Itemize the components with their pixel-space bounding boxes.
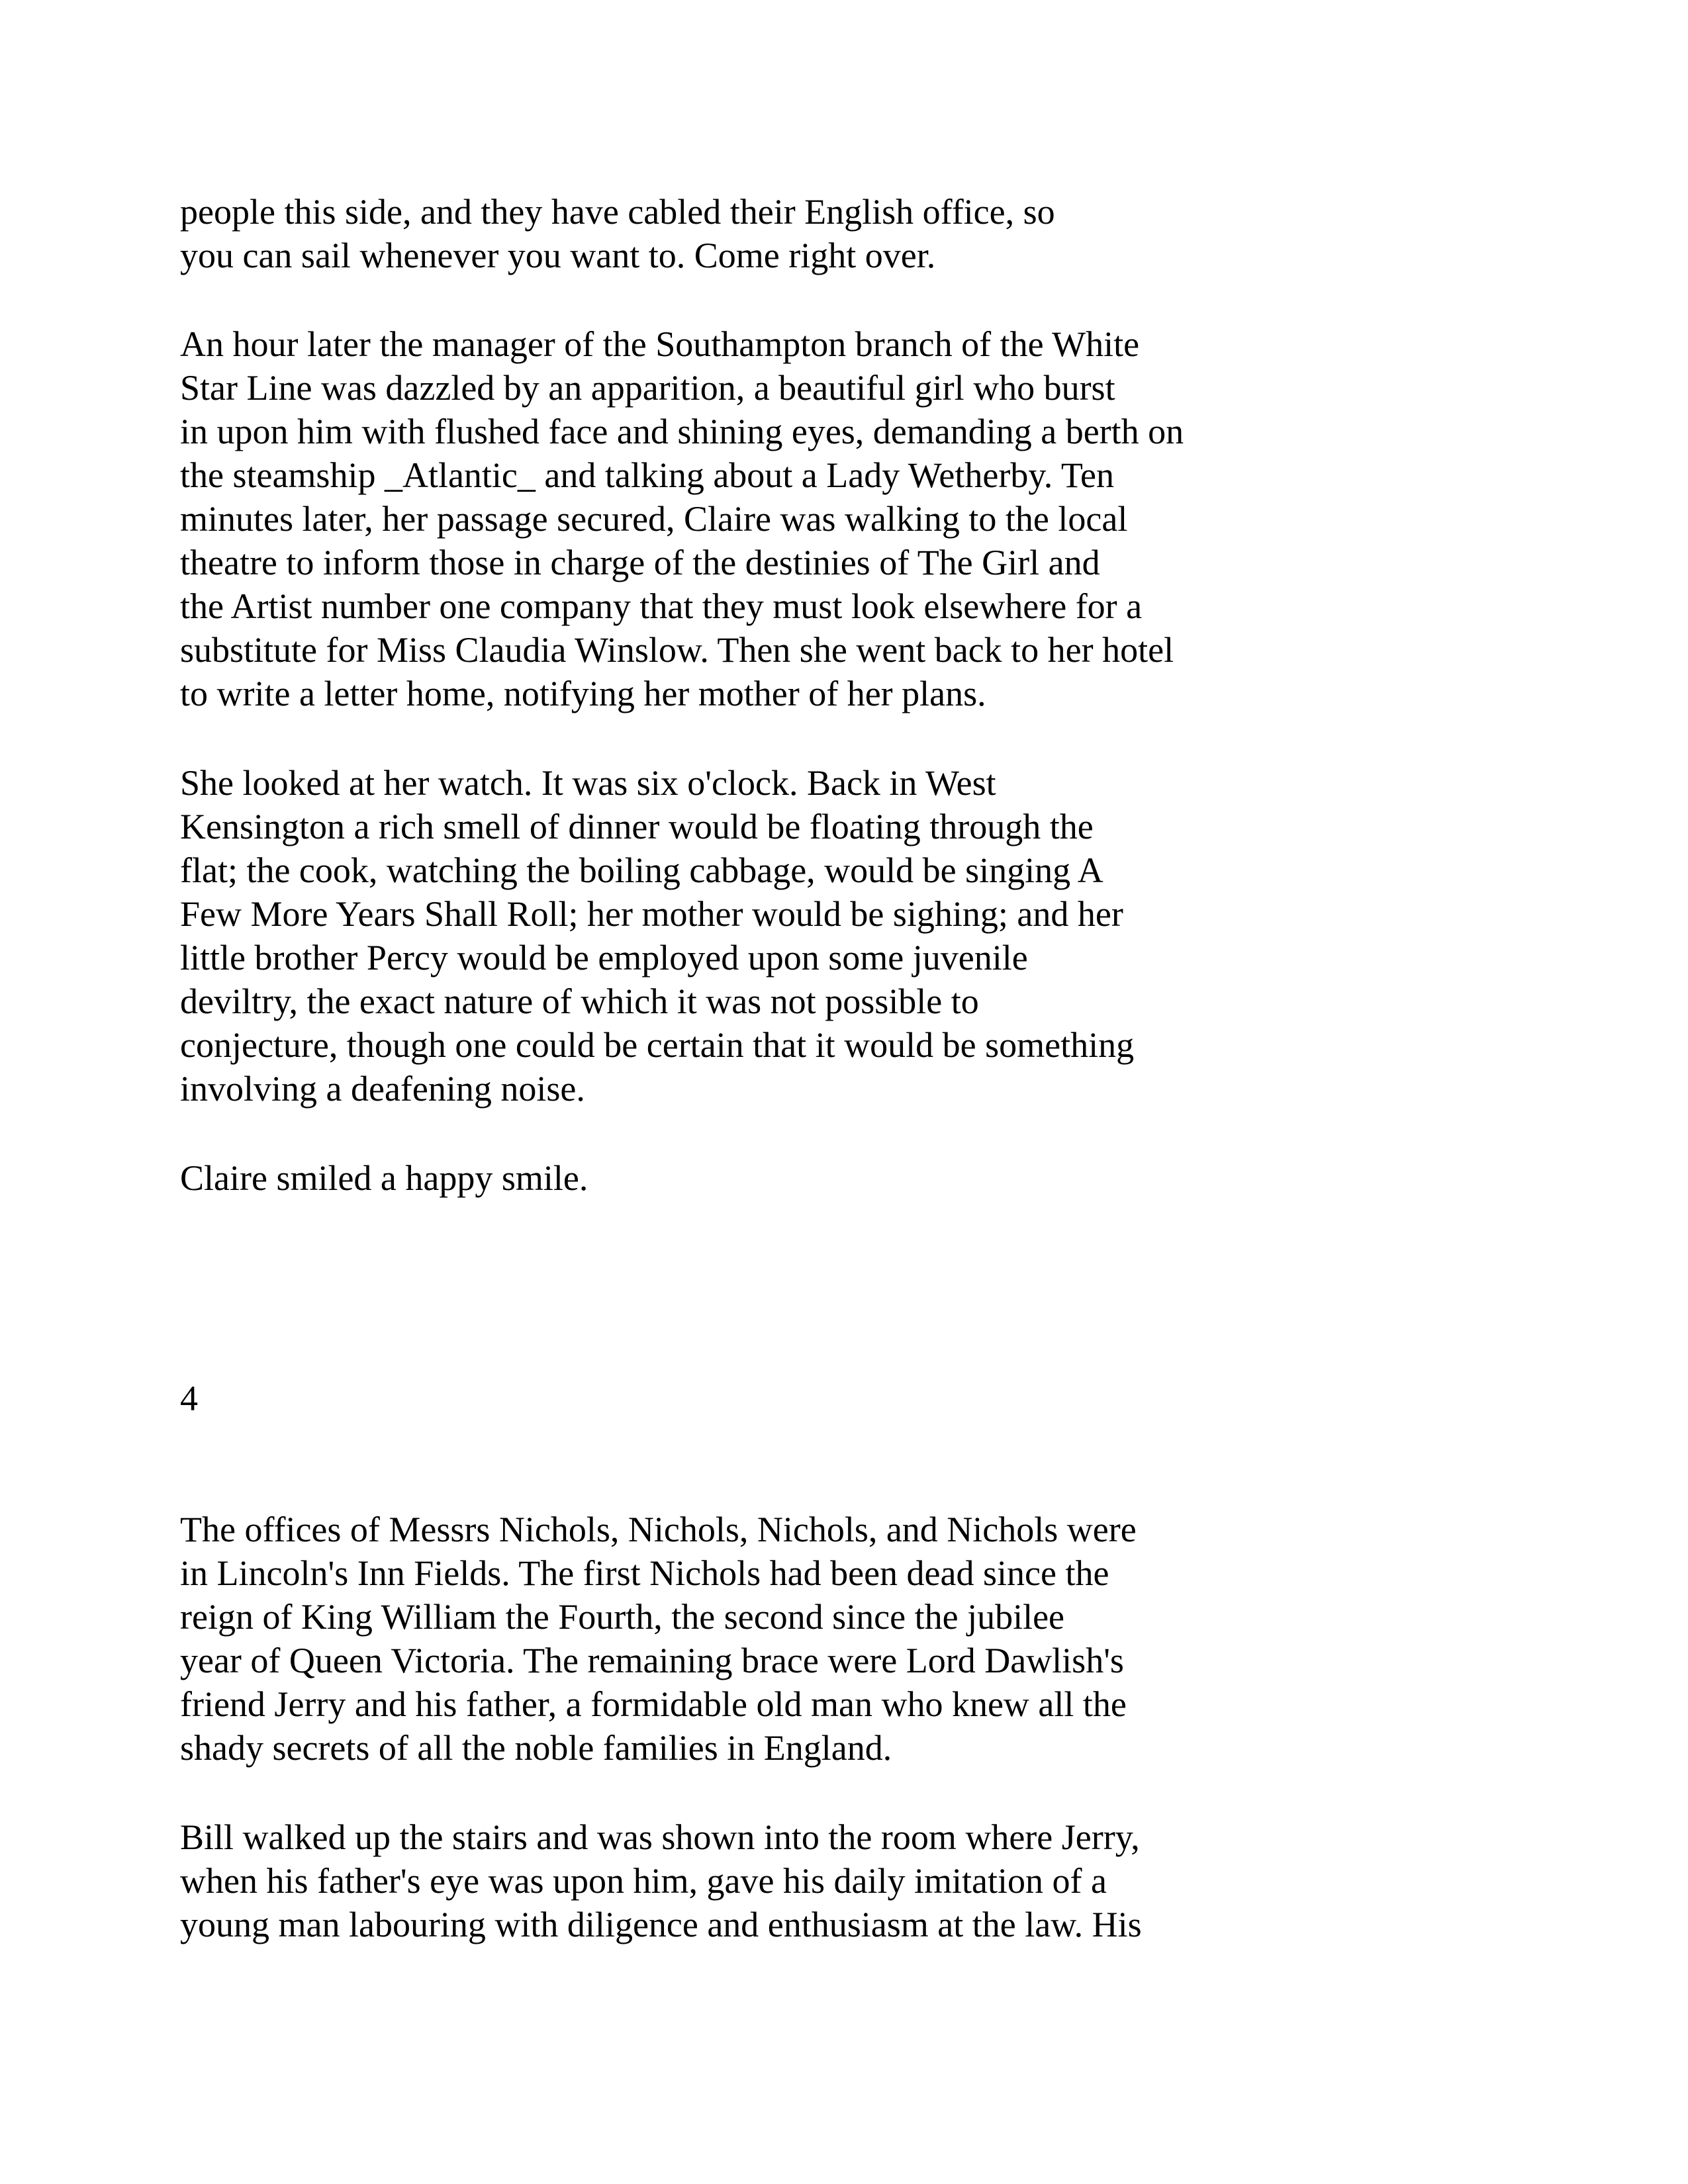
text-line: The offices of Messrs Nichols, Nichols, Nichols, and Nichols were xyxy=(180,1510,1137,1549)
text-line: year of Queen Victoria. The remaining brace were Lord Dawlish's xyxy=(180,1641,1124,1680)
text-line: 4 xyxy=(180,1379,198,1418)
text-line: She looked at her watch. It was six o'clock. Back in West xyxy=(180,763,996,803)
paragraph-bill-walked xyxy=(180,1815,1142,1946)
text-line: when his father's eye was upon him, gave his daily imitation of a xyxy=(180,1861,1107,1901)
text-line: the steamship _Atlantic_ and talking about a Lady Wetherby. Ten xyxy=(180,455,1115,495)
paragraph-claire-smiled xyxy=(180,1156,588,1200)
paragraph-letter-end xyxy=(180,190,1055,277)
text-line: in Lincoln's Inn Fields. The first Nichols had been dead since the xyxy=(180,1553,1109,1593)
text-line: substitute for Miss Claudia Winslow. Then she went back to her hotel xyxy=(180,630,1174,670)
text-line: An hour later the manager of the Southampton branch of the White xyxy=(180,324,1140,364)
text-line: minutes later, her passage secured, Claire was walking to the local xyxy=(180,499,1128,539)
text-line: people this side, and they have cabled their English office, so xyxy=(180,192,1055,232)
text-line: shady secrets of all the noble families in England. xyxy=(180,1728,892,1768)
text-line: friend Jerry and his father, a formidable old man who knew all the xyxy=(180,1684,1127,1724)
paragraph-six-oclock xyxy=(180,761,1134,1111)
text-line: you can sail whenever you want to. Come right over. xyxy=(180,236,936,275)
text-line: Star Line was dazzled by an apparition, a beautiful girl who burst xyxy=(180,368,1115,408)
text-line: conjecture, though one could be certain that it would be something xyxy=(180,1025,1135,1065)
paragraph-offices xyxy=(180,1508,1137,1770)
text-line: involving a deafening noise. xyxy=(180,1069,585,1109)
text-line: the Artist number one company that they must look elsewhere for a xyxy=(180,586,1143,626)
text-line: young man labouring with diligence and enthusiasm at the law. His xyxy=(180,1905,1142,1944)
text-line: deviltry, the exact nature of which it was not possible to xyxy=(180,981,979,1021)
text-line: Few More Years Shall Roll; her mother would be sighing; and her xyxy=(180,894,1123,934)
text-line: little brother Percy would be employed upon some juvenile xyxy=(180,938,1028,978)
text-line: reign of King William the Fourth, the second since the jubilee xyxy=(180,1597,1065,1637)
text-line: in upon him with flushed face and shining eyes, demanding a berth on xyxy=(180,412,1184,451)
text-line: Claire smiled a happy smile. xyxy=(180,1158,588,1198)
text-line: Bill walked up the stairs and was shown into the room where Jerry, xyxy=(180,1817,1140,1857)
paragraph-booking-passage xyxy=(180,322,1184,715)
text-line: to write a letter home, notifying her mother of her plans. xyxy=(180,674,986,713)
text-line: flat; the cook, watching the boiling cabbage, would be singing A xyxy=(180,850,1103,890)
text-line: Kensington a rich smell of dinner would be floating through the xyxy=(180,807,1094,846)
chapter-section-number xyxy=(180,1377,198,1420)
text-line: theatre to inform those in charge of the destinies of The Girl and xyxy=(180,543,1100,582)
